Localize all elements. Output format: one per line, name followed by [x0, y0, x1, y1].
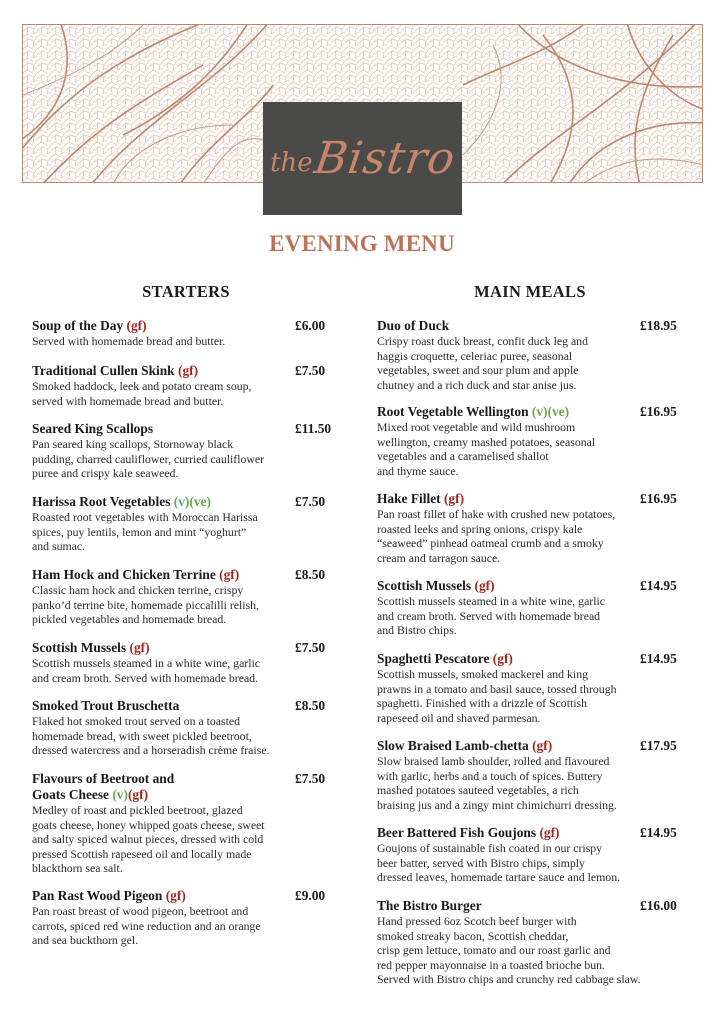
item-name: Smoked Trout Bruschetta	[32, 698, 180, 713]
item-name: Scottish Mussels (gf)	[32, 640, 150, 655]
menu-item	[32, 771, 342, 876]
item-price: £7.50	[295, 771, 326, 786]
item-description: Pan roast fillet of hake with crushed new potatoes, roasted leeks and spring onions, crispy kale “seaweed” pinhead oatmeal crumb and a smoky cream and tarragon sauce.	[377, 507, 616, 565]
item-price: £14.95	[640, 578, 677, 593]
logo-bistro-text: Bistro	[311, 133, 459, 184]
mains-heading: MAIN MEALS	[474, 282, 586, 301]
menu-item	[32, 494, 342, 554]
item-description: Pan roast breast of wood pigeon, beetroot and carrots, spiced red wine reduction and an orange and sea buckthorn gel.	[32, 904, 261, 947]
item-description: Mixed root vegetable and wild mushroom wellington, creamy mashed potatoes, seasonal vegetables and a caramelised shallot and thyme sauce.	[377, 420, 596, 478]
item-description: Served with homemade bread and butter.	[32, 334, 226, 348]
item-name: Root Vegetable Wellington (v)(ve)	[377, 404, 570, 419]
menu-item	[32, 421, 342, 481]
item-price: £14.95	[640, 825, 677, 840]
item-price: £16.00	[640, 898, 677, 913]
menu-item	[377, 578, 687, 638]
menu-item	[32, 318, 342, 349]
menu-item	[377, 825, 687, 885]
logo-the-text: the	[270, 147, 313, 178]
item-description: Hand pressed 6oz Scotch beef burger with smoked streaky bacon, Scottish cheddar, crisp gem lettuce, tomato and our roast garlic and red pepper mayonnaise in a toasted brioche bun. Served with Bistro chips and crunchy red cabbage slaw.	[377, 914, 641, 986]
menu-item	[32, 698, 342, 758]
bistro-logo	[263, 102, 462, 215]
item-name: Spaghetti Pescatore (gf)	[377, 651, 513, 666]
item-name: The Bistro Burger	[377, 898, 482, 913]
item-name: Scottish Mussels (gf)	[377, 578, 495, 593]
item-name: Flavours of Beetroot and Goats Cheese (v)(gf)	[32, 771, 175, 802]
item-description: Scottish mussels, smoked mackerel and king prawns in a tomato and basil sauce, tossed through spaghetti. Finished with a drizzle of Scottish rapeseed oil and shaved parmesan.	[377, 667, 617, 725]
item-price: £17.95	[640, 738, 677, 753]
item-description: Scottish mussels steamed in a white wine, garlic and cream broth. Served with homemade bread and Bistro chips.	[377, 594, 606, 637]
item-description: Crispy roast duck breast, confit duck leg and haggis croquette, celeriac puree, seasonal vegetables, sweet and sour plum and apple chutney and a rich duck and star anise jus.	[377, 334, 588, 392]
item-description: Flaked hot smoked trout served on a toasted homemade bread, with sweet pickled beetroot, dressed watercress and a horseradish crème fraise.	[32, 714, 270, 757]
item-description: Roasted root vegetables with Moroccan Harissa spices, puy lentils, lemon and mint “yoghurt” and sumac.	[32, 510, 258, 553]
page-title: EVENING MENU	[269, 231, 455, 256]
item-name: Harissa Root Vegetables (v)(ve)	[32, 494, 211, 509]
item-price: £8.50	[295, 567, 326, 582]
item-description: Classic ham hock and chicken terrine, crispy panko’d terrine bite, homemade piccalilli relish, pickled vegetables and homemade bread.	[32, 583, 260, 626]
menu-item	[377, 318, 687, 392]
menu-item	[377, 738, 687, 812]
menu-item	[32, 640, 342, 685]
item-name: Hake Fillet (gf)	[377, 491, 465, 506]
menu-item	[377, 491, 687, 565]
item-price: £8.50	[295, 698, 326, 713]
item-description: Scottish mussels steamed in a white wine, garlic and cream broth. Served with homemade bread.	[32, 656, 261, 685]
item-name: Slow Braised Lamb-chetta (gf)	[377, 738, 553, 753]
item-price: £16.95	[640, 491, 677, 506]
item-price: £16.95	[640, 404, 677, 419]
item-price: £14.95	[640, 651, 677, 666]
menu-item	[377, 404, 687, 478]
item-price: £18.95	[640, 318, 677, 333]
menu-item	[377, 651, 687, 725]
item-description: Slow braised lamb shoulder, rolled and flavoured with garlic, herbs and a touch of spices. Buttery mashed potatoes sauteed vegetables, a rich braising jus and a zingy mint chimichurri dressing.	[377, 754, 617, 812]
item-name: Seared King Scallops	[32, 421, 154, 436]
item-price: £7.50	[295, 363, 326, 378]
item-price: £11.50	[295, 421, 332, 436]
item-name: Soup of the Day (gf)	[32, 318, 147, 333]
item-name: Duo of Duck	[377, 318, 450, 333]
item-name: Pan Rast Wood Pigeon (gf)	[32, 888, 186, 903]
item-description: Pan seared king scallops, Stornoway black pudding, charred cauliflower, curried cauliflower puree and crispy kale seaweed.	[32, 437, 265, 480]
menu-item	[32, 567, 342, 627]
item-price: £7.50	[295, 494, 326, 509]
menu-item	[32, 888, 342, 948]
item-name: Ham Hock and Chicken Terrine (gf)	[32, 567, 240, 582]
menu-item	[377, 898, 687, 987]
item-name: Traditional Cullen Skink (gf)	[32, 363, 199, 378]
item-description: Medley of roast and pickled beetroot, glazed goats cheese, honey whipped goats cheese, sweet and salty spiced walnut pieces, dressed with cold pressed Scottish rapeseed oil and locally made blackthorn sea salt.	[32, 803, 265, 875]
item-name: Beer Battered Fish Goujons (gf)	[377, 825, 560, 840]
item-description: Smoked haddock, leek and potato cream soup, served with homemade bread and butter.	[32, 379, 252, 408]
item-price: £6.00	[295, 318, 326, 333]
starters-heading: STARTERS	[142, 282, 230, 301]
item-price: £7.50	[295, 640, 326, 655]
item-price: £9.00	[295, 888, 326, 903]
item-description: Goujons of sustainable fish coated in our crispy beer batter, served with Bistro chips, simply dressed leaves, homemade tartare sauce and lemon.	[377, 841, 621, 884]
menu-item	[32, 363, 342, 408]
